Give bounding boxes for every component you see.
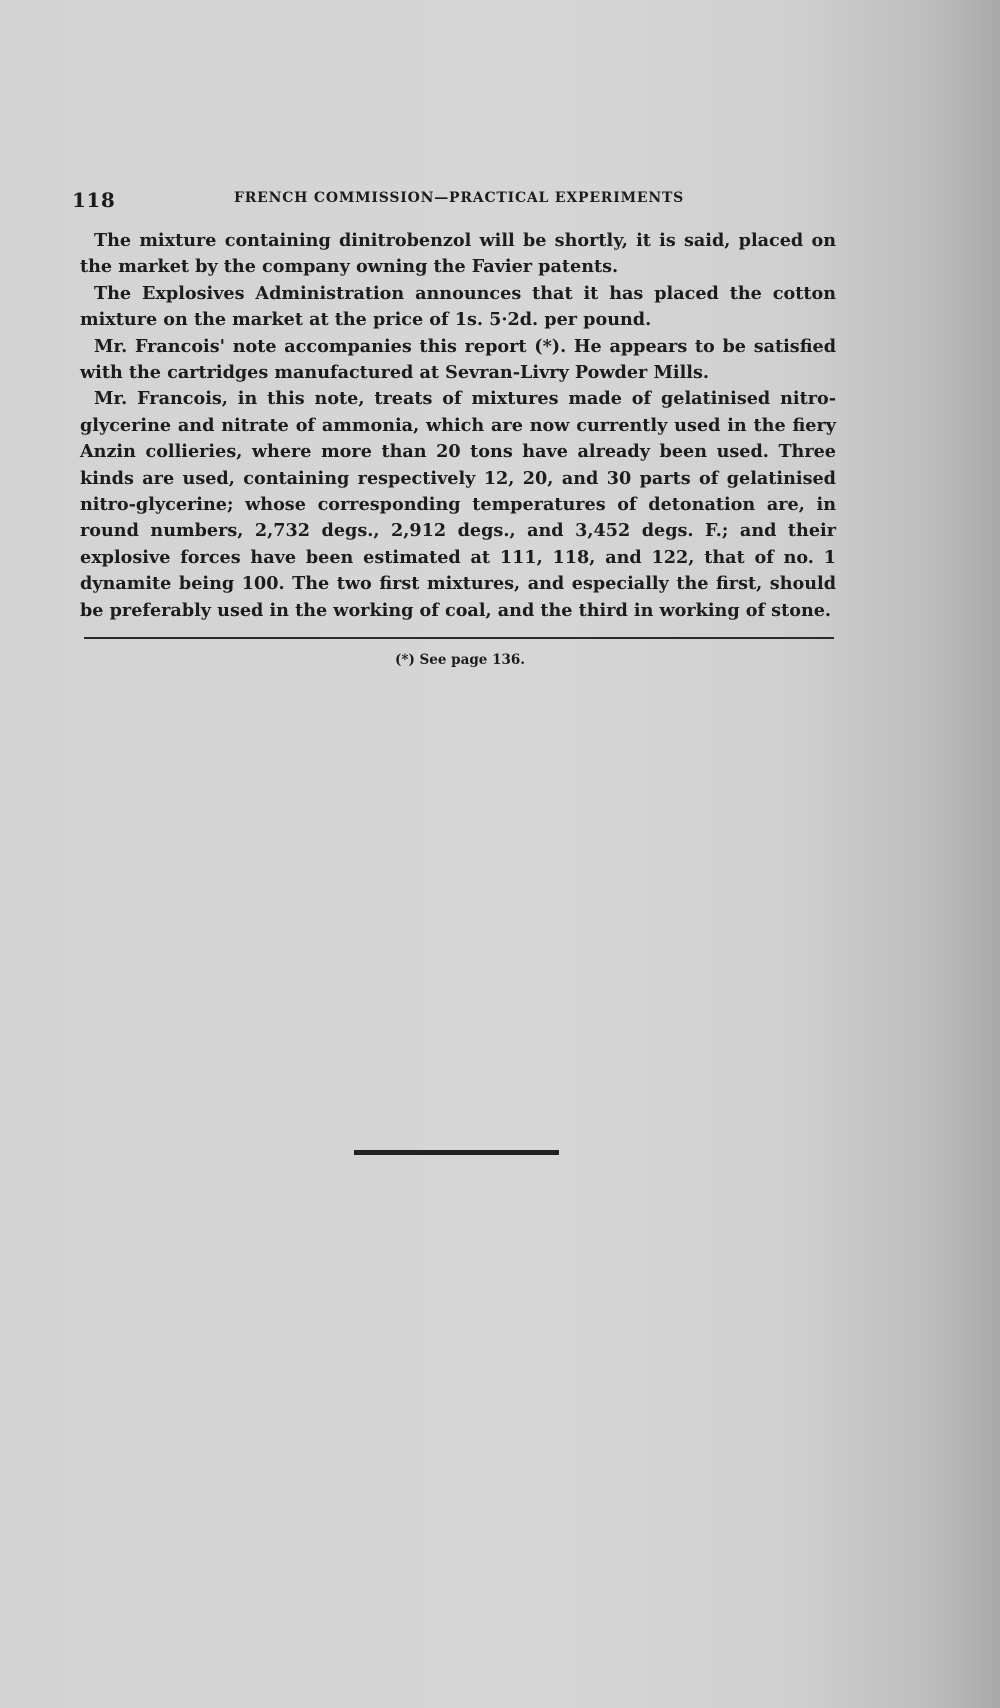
paragraph: The Explosives Administration announces that it has placed the cotton mixture on the market at the price of 1s. 5·2d. per pound. bbox=[80, 282, 836, 331]
body-text bbox=[80, 228, 836, 624]
running-head: FRENCH COMMISSION—PRACTICAL EXPERIMENTS bbox=[234, 190, 685, 206]
paragraph: Mr. Francois, in this note, treats of mixtures made of gelatinised nitro-glycerine and nitrate of ammonia, which are now currently used in the fiery Anzin collieries, where more than 20 tons have already been used. Three kinds are used, containing respectively 12, 20, and 30 parts of gelatinised nitro-glycerine; whose corresponding temperatures of detonation are, in round numbers, 2,732 degs., 2,912 degs., and 3,452 degs. F.; and their explosive forces have been estimated at 111, 118, and 122, that of no. 1 dynamite being 100. The two first mixtures, and especially the first, should be preferably used in the working of coal, and the third in working of stone. bbox=[80, 388, 836, 621]
paragraph: Mr. Francois' note accompanies this report (*). He appears to be satisfied with the cartridges manufactured at Sevran-Livry Powder Mills. bbox=[80, 335, 836, 384]
page-header bbox=[72, 188, 685, 218]
footnote: (*) See page 136. bbox=[395, 652, 525, 668]
paragraph: The mixture containing dinitrobenzol will be shortly, it is said, placed on the market by the company owning the Favier patents. bbox=[80, 230, 836, 278]
footnote-separator-rule bbox=[84, 637, 834, 639]
end-of-section-rule bbox=[354, 1150, 559, 1155]
page-number: 118 bbox=[72, 188, 116, 212]
